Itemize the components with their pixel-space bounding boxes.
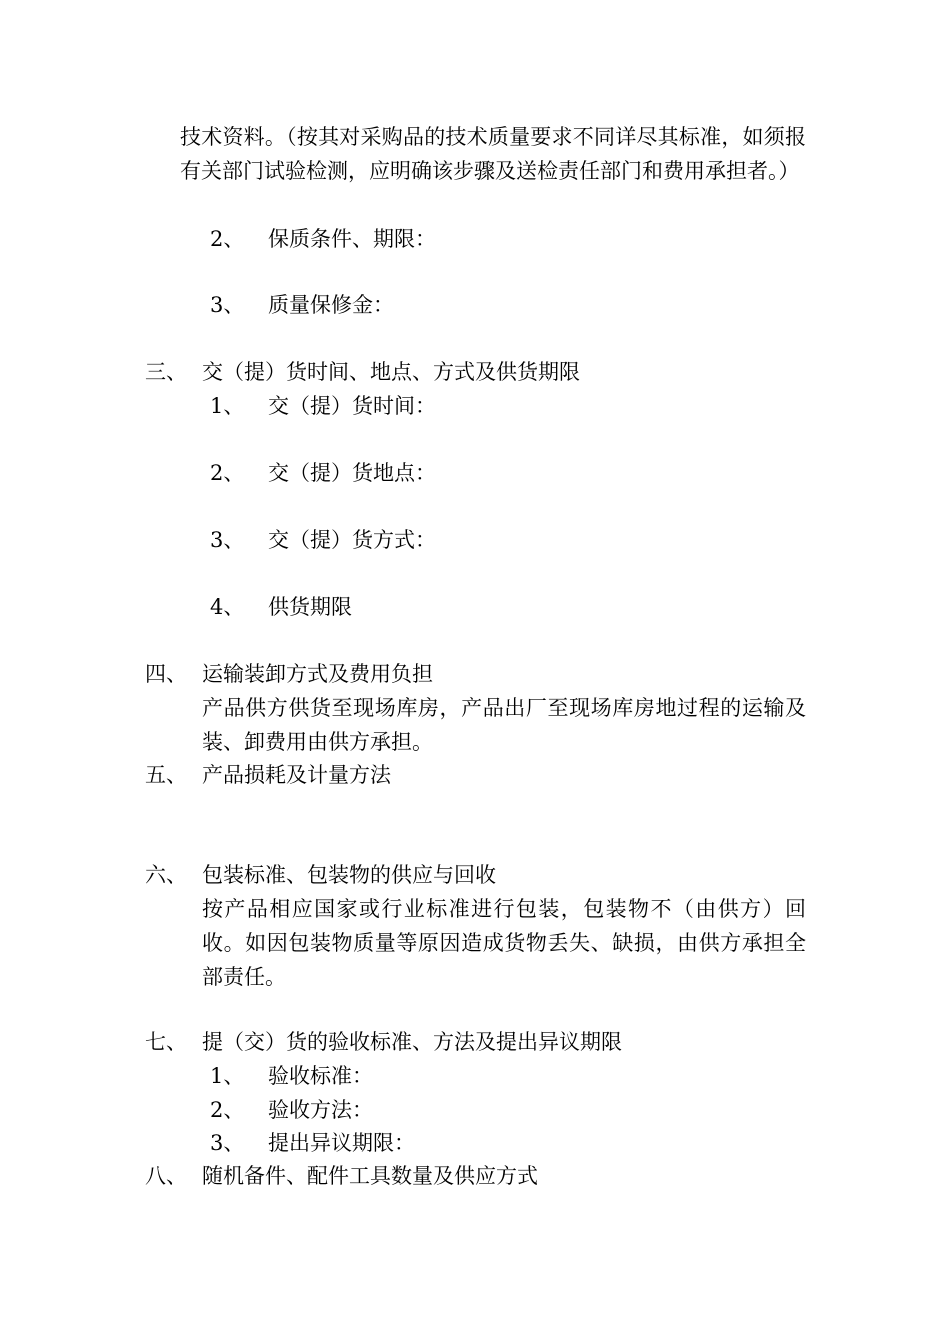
list-item bbox=[210, 222, 244, 256]
section-number: 八、 bbox=[145, 1164, 187, 1188]
section-number: 四、 bbox=[145, 662, 187, 686]
list-item-label: 质量保修金： bbox=[268, 293, 394, 317]
list-item-label: 交（提）货地点： bbox=[268, 461, 436, 485]
list-item bbox=[210, 288, 244, 322]
list-item-label: 验收方法： bbox=[268, 1098, 373, 1122]
item-number: 3、 bbox=[210, 293, 245, 317]
section-title: 交（提）货时间、地点、方式及供货期限 bbox=[202, 360, 580, 384]
section-title: 运输装卸方式及费用负担 bbox=[202, 662, 433, 686]
section-number: 五、 bbox=[145, 763, 187, 787]
section-title: 产品损耗及计量方法 bbox=[202, 763, 391, 787]
section-title: 包装标准、包装物的供应与回收 bbox=[202, 863, 496, 887]
section-title: 提（交）货的验收标准、方法及提出异议期限 bbox=[202, 1030, 622, 1054]
item-number: 2、 bbox=[210, 461, 245, 485]
item-number: 3、 bbox=[210, 1131, 245, 1155]
section-number: 七、 bbox=[145, 1030, 187, 1054]
item-number: 1、 bbox=[210, 1064, 245, 1088]
item-number: 4、 bbox=[210, 595, 245, 619]
list-item-label: 交（提）货时间： bbox=[268, 394, 436, 418]
list-item-label: 供货期限 bbox=[268, 595, 352, 619]
section-number: 三、 bbox=[145, 360, 187, 384]
section-title: 随机备件、配件工具数量及供应方式 bbox=[202, 1164, 538, 1188]
section-body: 按产品相应国家或行业标准进行包装，包装物不（由供方）回收。如因包装物质量等原因造成货物丢失、缺损，由供方承担全部责任。 bbox=[202, 897, 806, 989]
item-number: 3、 bbox=[210, 528, 245, 552]
item-number: 1、 bbox=[210, 394, 245, 418]
section-number: 六、 bbox=[145, 863, 187, 887]
intro-paragraph: 技术资料。（按其对采购品的技术质量要求不同详尽其标准，如须报有关部门试验检测，应明确该步骤及送检责任部门和费用承担者。） bbox=[180, 125, 806, 183]
list-item-label: 验收标准： bbox=[268, 1064, 373, 1088]
list-item-label: 提出异议期限： bbox=[268, 1131, 415, 1155]
list-item-label: 保质条件、期限： bbox=[268, 227, 436, 251]
item-number: 2、 bbox=[210, 1098, 245, 1122]
list-item-label: 交（提）货方式： bbox=[268, 528, 436, 552]
section-body: 产品供方供货至现场库房，产品出厂至现场库房地过程的运输及装、卸费用由供方承担。 bbox=[202, 696, 806, 754]
item-number: 2、 bbox=[210, 227, 245, 251]
